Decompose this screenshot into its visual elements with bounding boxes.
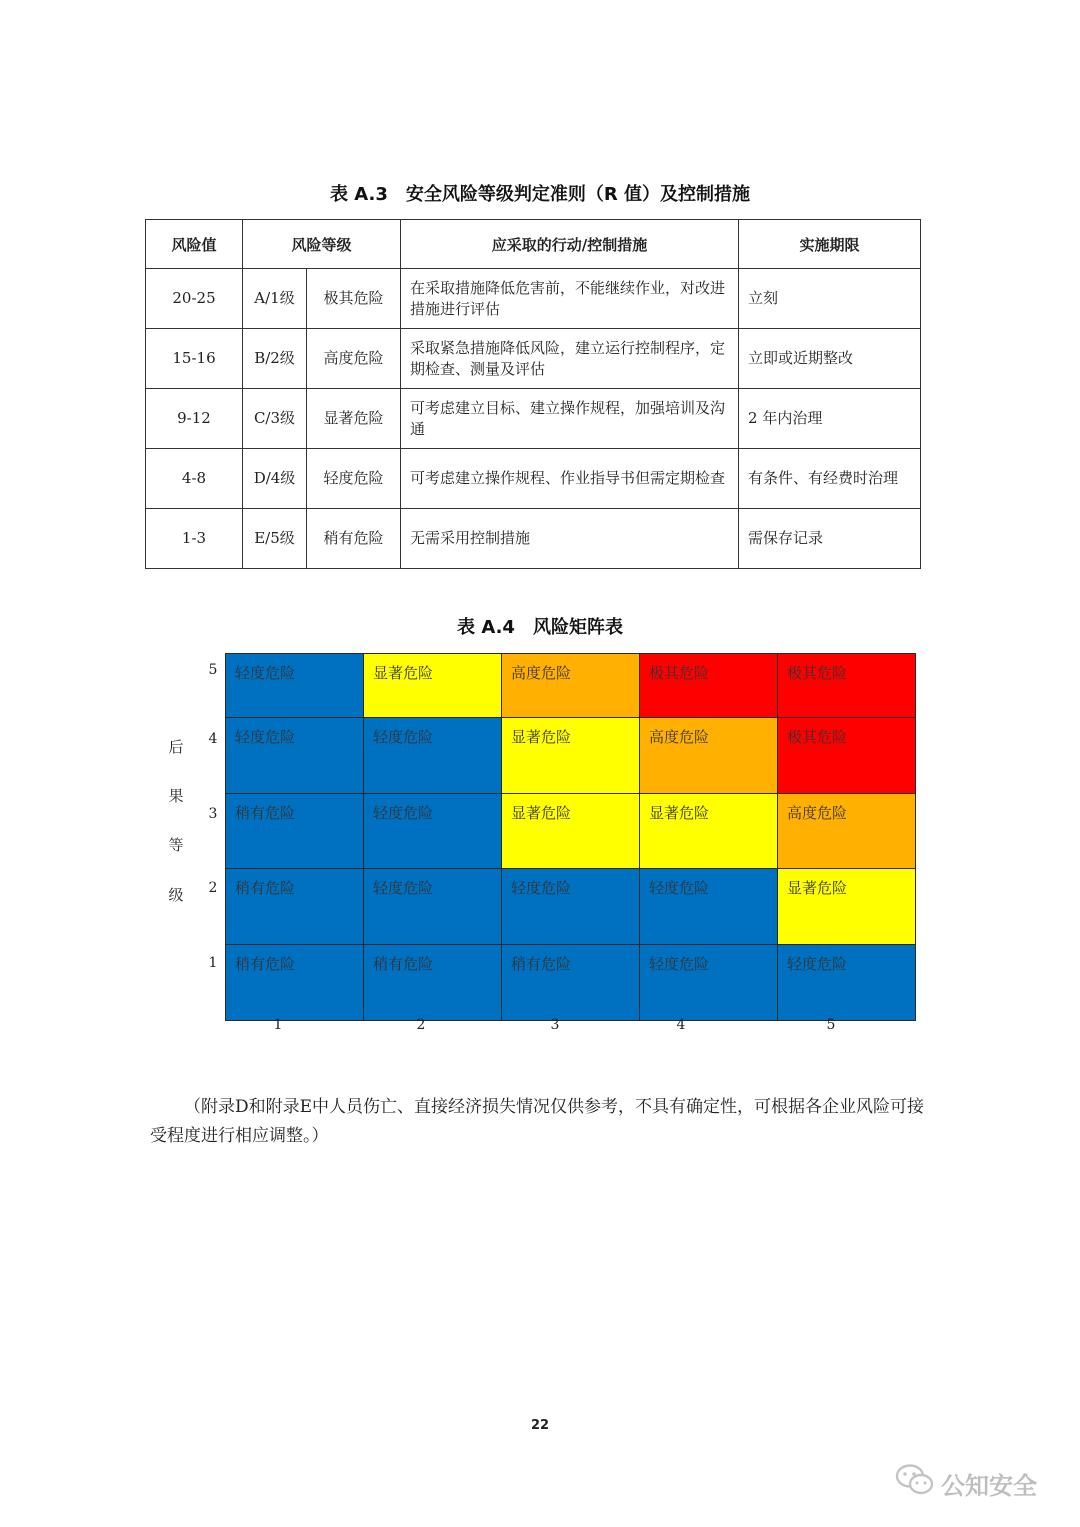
table-a4-caption: 表 A.4 风险矩阵表 bbox=[457, 617, 623, 638]
x-tick-label: 2 bbox=[416, 1017, 426, 1033]
risk-grade-cell: B/2级 bbox=[243, 329, 307, 389]
header-risk-level: 风险等级 bbox=[243, 220, 401, 269]
y-axis-label-char: 级 bbox=[168, 886, 184, 904]
y-tick-label: 2 bbox=[208, 880, 218, 896]
risk-grade-cell: E/5级 bbox=[243, 509, 307, 569]
y-axis-label-char: 后 bbox=[168, 738, 184, 756]
action-cell: 在采取措施降低危害前，不能继续作业，对改进措施进行评估 bbox=[401, 269, 739, 329]
header-risk-value: 风险值 bbox=[146, 220, 243, 269]
header-action: 应采取的行动/控制措施 bbox=[401, 220, 739, 269]
watermark-text: 公知安全 bbox=[941, 1471, 1037, 1500]
table-header-row bbox=[146, 220, 921, 269]
action-cell: 无需采用控制措施 bbox=[401, 509, 739, 569]
matrix-cell: 高度危险 bbox=[778, 794, 915, 868]
table-a3-caption: 表 A.3 安全风险等级判定准则（R 值）及控制措施 bbox=[329, 184, 751, 205]
matrix-cell: 轻度危险 bbox=[226, 718, 363, 793]
matrix-cell: 轻度危险 bbox=[640, 869, 777, 944]
matrix-cell: 显著危险 bbox=[502, 794, 639, 868]
matrix-cell: 轻度危险 bbox=[226, 654, 363, 717]
page-number: 22 bbox=[530, 1418, 550, 1433]
deadline-cell: 有条件、有经费时治理 bbox=[739, 449, 921, 509]
y-tick-label: 1 bbox=[208, 955, 218, 971]
matrix-cell: 轻度危险 bbox=[364, 869, 501, 944]
risk-matrix bbox=[225, 653, 916, 1021]
matrix-cell: 极其危险 bbox=[778, 718, 915, 793]
matrix-cell: 显著危险 bbox=[364, 654, 501, 717]
table-row bbox=[146, 269, 921, 329]
matrix-cell: 稍有危险 bbox=[364, 945, 501, 1020]
risk-name-cell: 显著危险 bbox=[307, 389, 401, 449]
matrix-cell: 稍有危险 bbox=[226, 945, 363, 1020]
matrix-cell: 轻度危险 bbox=[640, 945, 777, 1020]
risk-grade-cell: A/1级 bbox=[243, 269, 307, 329]
matrix-cell: 极其危险 bbox=[640, 654, 777, 717]
risk-grade-cell: C/3级 bbox=[243, 389, 307, 449]
risk-value-cell: 15-16 bbox=[146, 329, 243, 389]
y-tick-label: 5 bbox=[208, 662, 218, 678]
x-tick-label: 5 bbox=[826, 1017, 836, 1033]
matrix-cell: 显著危险 bbox=[640, 794, 777, 868]
risk-value-cell: 1-3 bbox=[146, 509, 243, 569]
deadline-cell: 立即或近期整改 bbox=[739, 329, 921, 389]
risk-criteria-table bbox=[145, 219, 921, 569]
appendix-note: （附录D和附录E中人员伤亡、直接经济损失情况仅供参考，不具有确定性，可根据各企业风险可接受程度进行相应调整。） bbox=[150, 1097, 925, 1146]
y-tick-label: 4 bbox=[208, 731, 218, 747]
matrix-cell: 轻度危险 bbox=[502, 869, 639, 944]
matrix-cell: 稍有危险 bbox=[502, 945, 639, 1020]
table-row bbox=[146, 389, 921, 449]
matrix-cell: 轻度危险 bbox=[778, 945, 915, 1020]
matrix-cell: 轻度危险 bbox=[364, 718, 501, 793]
risk-value-cell: 20-25 bbox=[146, 269, 243, 329]
action-cell: 可考虑建立目标、建立操作规程，加强培训及沟通 bbox=[401, 389, 739, 449]
matrix-cell: 高度危险 bbox=[640, 718, 777, 793]
risk-name-cell: 轻度危险 bbox=[307, 449, 401, 509]
x-tick-label: 3 bbox=[550, 1017, 560, 1033]
y-axis-label-char: 等 bbox=[168, 836, 184, 854]
table-row bbox=[146, 449, 921, 509]
table-row bbox=[146, 329, 921, 389]
watermark bbox=[895, 1463, 1037, 1503]
y-axis-label-char: 果 bbox=[168, 787, 184, 805]
table-row bbox=[146, 509, 921, 569]
risk-grade-cell: D/4级 bbox=[243, 449, 307, 509]
risk-name-cell: 极其危险 bbox=[307, 269, 401, 329]
x-tick-label: 1 bbox=[273, 1017, 283, 1033]
matrix-cell: 稍有危险 bbox=[226, 869, 363, 944]
matrix-cell: 显著危险 bbox=[778, 869, 915, 944]
risk-value-cell: 9-12 bbox=[146, 389, 243, 449]
matrix-cell: 轻度危险 bbox=[364, 794, 501, 868]
deadline-cell: 立刻 bbox=[739, 269, 921, 329]
action-cell: 采取紧急措施降低风险，建立运行控制程序，定期检查、测量及评估 bbox=[401, 329, 739, 389]
y-tick-label: 3 bbox=[208, 806, 218, 822]
matrix-cell: 极其危险 bbox=[778, 654, 915, 717]
wechat-icon bbox=[895, 1463, 935, 1503]
matrix-cell: 显著危险 bbox=[502, 718, 639, 793]
risk-name-cell: 稍有危险 bbox=[307, 509, 401, 569]
deadline-cell: 2 年内治理 bbox=[739, 389, 921, 449]
risk-name-cell: 高度危险 bbox=[307, 329, 401, 389]
risk-value-cell: 4-8 bbox=[146, 449, 243, 509]
matrix-cell: 稍有危险 bbox=[226, 794, 363, 868]
matrix-cell: 高度危险 bbox=[502, 654, 639, 717]
x-tick-label: 4 bbox=[676, 1017, 686, 1033]
action-cell: 可考虑建立操作规程、作业指导书但需定期检查 bbox=[401, 449, 739, 509]
header-deadline: 实施期限 bbox=[739, 220, 921, 269]
deadline-cell: 需保存记录 bbox=[739, 509, 921, 569]
